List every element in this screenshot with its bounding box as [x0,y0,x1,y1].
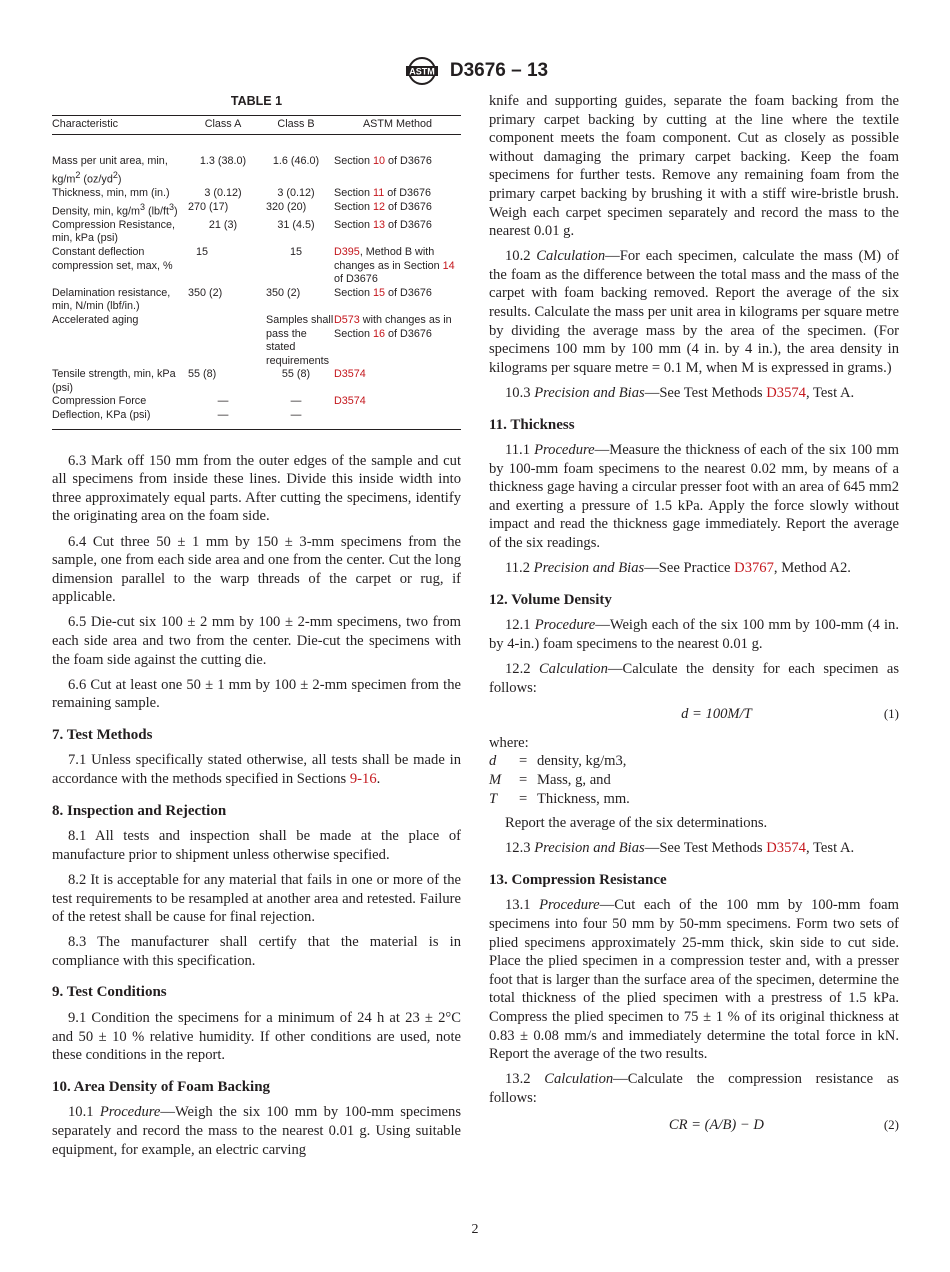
equation-expression: CR = (A/B) − D [668,1116,764,1133]
where-label: where: [489,734,529,751]
para-9-1: 9.1 Condition the specimens for a minimum of 24 h at 23 ± 2°C and 50 ± 10 % relative humidity. If other conditions are used, note these conditions in the report. [52,1010,461,1064]
cell-characteristic: Delamination resistance, min, N/min (lbf/in.) [52,286,171,313]
page-number: 2 [471,1222,479,1237]
para-6-3: 6.3 Mark off 150 mm from the outer edges of the sample and cut all specimens from inside these lines. Divide this inside width into three approximately equal parts. After cutting the specimens, identify the originating area on the foam side. [52,452,461,525]
para-10-2: 10.2 Calculation—For each specimen, calculate the mass (M) of the foam as the difference between the total mass and the mass of the carpet with foam backing removed. Report the average of the six results. Calculate the mass per unit area in kilograms per square metre by dividing the average mass by the area of the specimen. (For specimens 100 mm by 100 mm (4 in. by 4 in.), the area density in kilograms per square metre = 0.1 M, when M is expressed in grams.) [489,248,900,376]
section-link[interactable]: 16 [373,327,386,340]
table-row [52,201,461,219]
cell-method: Section 13 of D3676 [334,218,432,231]
table-row [52,135,461,187]
cell-class-a [188,314,258,368]
list-item: M = Mass, g, and [489,772,611,788]
cell-class-a: 270 (17) [188,200,229,213]
document-id: D3676 – 13 [449,60,549,81]
page-header [0,56,950,86]
cell-method: D395, Method B with changes as in Section 14 of D3676 [334,245,455,286]
report-average-note: Report the average of the six determinations. [505,815,768,832]
section-heading-13: 13. Compression Resistance [489,871,667,888]
table-row [52,314,461,368]
cell-class-b: 15 [289,245,302,258]
standard-link[interactable]: D3574 [334,368,366,381]
table-row [52,395,461,429]
list-item: T = Thickness, mm. [489,790,630,807]
cell-characteristic: Thickness, min, mm (in.) [52,186,170,199]
table-header-row [52,115,461,135]
cell-characteristic: Density, min, $kg/m^3$ $(lb/ft^3)$ [52,201,178,218]
section-link[interactable]: 15 [373,286,386,299]
para-13-1: 13.1 Procedure—Cut each of the 100 mm by 100-mm foam specimens into four 50 mm by 50-mm specimens. Form two sets of plied specimens approximately 25-mm thick, skin side to cut side. Place the plied specimen in a compression tester and, with a presser foot that is larger than the surface area of the specimen, determine the total thickness of the plied specimen with a prestress of 1.5 kPa. Compress the plied specimen to 75 ± 1 % of its original thickness at 0.83 ± 0.08 mm/s and immediately determine the total force in kN. Report the average of the two results. [489,897,899,1063]
para-8-2: 8.2 It is acceptable for any material that fails in one or more of the test requirements to be resampled at another area and retested. Failure of the retest shall be cause for final rejection. [52,871,461,926]
table-row [52,246,461,287]
cell-class-a: 350 (2) [188,286,223,299]
variable-definitions [489,752,899,808]
standard-link[interactable]: D3574 [334,395,366,408]
para-10-1: 10.1 Procedure—Weigh the six 100 mm by 100-mm specimens separately and record the mass to the nearest 0.01 g. Using suitable equipment, for example, an electric carving [52,1104,462,1158]
cell-class-b: 1.6 (46.0) [272,155,320,168]
cell-method: Section 10 of D3676 [334,155,432,168]
equation-expression: d = 100M/T [681,706,752,723]
col-header-class-b: Class B [258,115,334,135]
right-column [489,92,899,1144]
sections-link[interactable]: 9-16 [349,771,377,788]
para-6-4: 6.4 Cut three 50 ± 1 mm by 150 ± 3-mm specimens from the sample, one from each side area and one from the center. Cut the long dimension parallel to the warp threads of the carpet or rug, if applicable. [52,533,461,606]
section-link[interactable]: 10 [373,155,386,168]
cell-class-b: Samples shall pass the stated requirements [266,313,334,367]
para-7-1: 7.1 Unless specifically stated otherwise, all tests shall be made in accordance with the methods specified in Sections 9-16. [52,752,461,788]
cell-characteristic: Accelerated aging [52,313,139,326]
cell-class-b: — — [258,395,334,429]
cell-characteristic: Constant deflection compression set, max, % [52,245,173,272]
list-item: d = density, kg/m3, [489,753,627,770]
section-heading-7: 7. Test Methods [52,726,153,743]
cell-class-a: 3 (0.12) [204,186,242,199]
cell-class-b: 3 (0.12) [277,186,315,199]
para-11-1: 11.1 Procedure—Measure the thickness of each of the six 100 mm by 100-mm foam specimens to the nearest 0.02 mm, by means of a thickness gage having a circular presser foot with an area of 645 mm2 and exerting a pressure of 1.5 kPa. Apply the force slowly without impact and read the thickness gage immediately. Report the average of the six readings. [489,442,900,552]
equation-1 [489,705,899,724]
section-heading-12: 12. Volume Density [489,591,612,608]
left-column [52,92,461,1166]
astm-logo-icon [402,56,442,86]
cell-method: Section 12 of D3676 [334,200,432,213]
para-12-2: 12.2 Calculation—Calculate the density for each specimen as follows: [489,661,900,696]
cell-class-a: 55 (8) [188,368,217,381]
cell-characteristic: Compression Force Deflection, KPa (psi) [52,395,188,429]
equation-number: (2) [883,1116,899,1132]
col-header-astm-method: ASTM Method [334,115,461,135]
section-heading-11: 11. Thickness [489,416,575,433]
cell-class-b: 31 (4.5) [277,218,315,231]
para-10-3: 10.3 Precision and Bias—See Test Methods D3574, Test A. [505,384,855,401]
cell-class-a: 21 (3) [208,218,238,231]
cell-class-b: 350 (2) [266,286,301,299]
section-link[interactable]: 13 [373,218,386,231]
equation-2 [489,1116,899,1135]
para-6-5: 6.5 Die-cut six 100 ± 2 mm by 100 ± 2-mm specimens, two from each side area and two from the center. Die-cut the specimens with the foam side against the cutting die. [52,614,461,668]
cell-class-a: 1.3 (38.0) [199,155,247,168]
cell-method: D573 with changes as in Section 16 of D3676 [334,313,452,340]
cell-class-b: 320 (20) [266,200,307,213]
cell-class-a: — — [188,395,258,429]
cell-characteristic: Compression Resistance, min, kPa (psi) [52,218,176,245]
cell-characteristic: Mass per unit area, min, $kg/m^2$ $(oz/yd^2)$ [52,155,168,186]
section-heading-10: 10. Area Density of Foam Backing [52,1078,271,1095]
para-8-1: 8.1 All tests and inspection shall be made at the place of manufacture prior to shipment unless otherwise specified. [52,828,461,863]
standard-link[interactable]: D3767 [734,560,774,577]
section-heading-9: 9. Test Conditions [52,984,167,1001]
cell-method: Section 11 of D3676 [334,186,432,199]
standard-link[interactable]: D3574 [766,840,806,857]
col-header-class-a: Class A [188,115,258,135]
para-8-3: 8.3 The manufacturer shall certify that the material is in compliance with this specification. [52,934,461,969]
para-12-1: 12.1 Procedure—Weigh each of the six 100 mm by 100-mm (4 in. by 4-in.) foam specimens to the nearest 0.01 g. [489,617,899,652]
section-link[interactable]: 12 [373,200,386,213]
equation-number: (1) [883,706,899,722]
table-title: TABLE 1 [230,94,283,108]
cell-method [334,395,461,429]
cell-method: Section 15 of D3676 [334,286,432,299]
section-heading-8: 8. Inspection and Rejection [52,802,227,819]
cell-class-b: 55 (8) [281,368,311,381]
table-row [52,287,461,314]
para-6-6: 6.6 Cut at least one 50 ± 1 mm by 100 ± 2-mm specimen from the remaining sample. [52,676,461,712]
col-header-characteristic: Characteristic [52,115,188,135]
section-link[interactable]: 14 [442,259,455,272]
requirements-table [52,115,461,430]
standard-link[interactable]: D395 [334,245,360,258]
table-row [52,219,461,246]
cell-class-a: 15 [196,245,209,258]
table-row [52,368,461,395]
cell-method [334,368,461,395]
para-13-2: 13.2 Calculation—Calculate the compression resistance as follows: [489,1071,899,1106]
section-link[interactable]: 11 [373,186,385,199]
standard-link[interactable]: D3574 [766,384,806,401]
para-12-3: 12.3 Precision and Bias—See Test Methods D3574, Test A. [505,840,855,857]
standard-link[interactable]: D573 [334,313,360,326]
para-11-2: 11.2 Precision and Bias—See Practice D3767, Method A2. [505,560,851,577]
table-row [52,187,461,201]
cell-characteristic: Tensile strength, min, kPa (psi) [52,368,176,394]
svg-text:ASTM: ASTM [409,66,435,77]
para-10-1-continued: knife and supporting guides, separate the foam backing from the primary carpet backing by cutting at the line where the textile component meets the foam component. Cut as closely as possible without damaging the primary carpet backing. Keep the foam specimens for further tests. Remove any remaining foam from the primary carpet backing by brushing it with a stiff wire-bristle brush. Weigh each carpet specimen separately and record the mass to the nearest 0.01 g. [489,93,899,240]
